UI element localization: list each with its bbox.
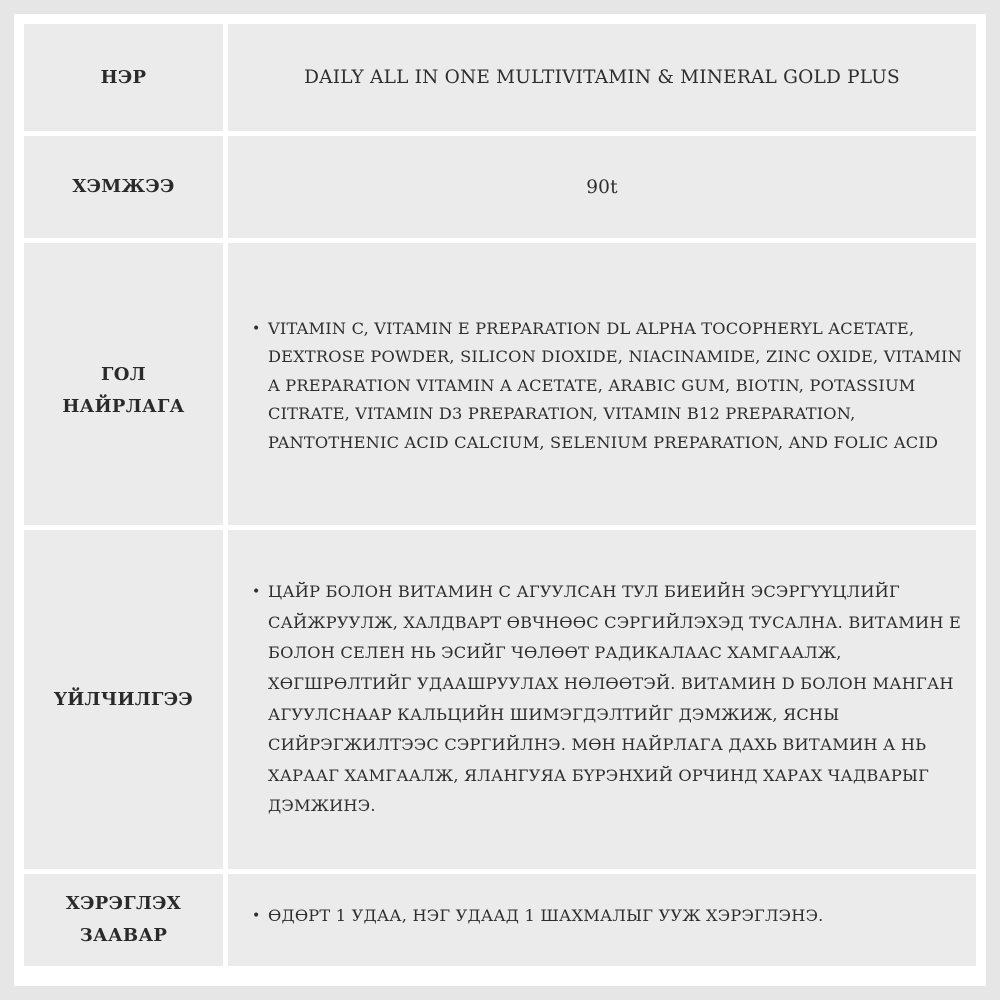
name-label-cell <box>24 24 223 131</box>
effects-label-cell <box>24 530 223 869</box>
name-value-cell <box>228 24 976 131</box>
bullet-icon: • <box>252 584 261 601</box>
effects-label: ҮЙЛЧИЛГЭЭ <box>54 688 193 710</box>
size-label-cell <box>24 136 223 238</box>
name-label: НЭР <box>100 66 147 88</box>
usage-label-cell <box>24 874 223 966</box>
effects-list <box>228 577 976 822</box>
usage-text: ӨДӨРТ 1 УДАА, НЭГ УДААД 1 ШАХМАЛЫГ УУЖ ХЭРЭГЛЭНЭ. <box>268 905 824 925</box>
product-name: DAILY ALL IN ONE MULTIVITAMIN & MINERAL GOLD PLUS <box>304 67 900 88</box>
ingredients-value-cell <box>228 243 976 525</box>
product-info-table <box>24 24 976 976</box>
usage-list <box>228 902 976 939</box>
size-value-cell <box>228 136 976 238</box>
bullet-icon: • <box>252 320 261 337</box>
product-size: 90t <box>586 176 618 198</box>
product-info-card <box>14 14 986 986</box>
effects-value-cell <box>228 530 976 869</box>
ingredients-label-cell <box>24 243 223 525</box>
effects-text: ЦАЙР БОЛОН ВИТАМИН С АГУУЛСАН ТУЛ БИЕИЙН ЭСЭРГҮҮЦЛИЙГ САЙЖРУУЛЖ, ХАЛДВАРТ ӨВЧНӨӨС СЭРГИЙЛЭХЭД ТУСАЛНА. ВИТАМИН Е БОЛОН СЕЛЕН НЬ ЭСИЙГ ЧӨЛӨӨТ РАДИКАЛААС ХАМГААЛЖ, ХӨГШРӨЛТИЙГ УДААШРУУЛАХ НӨЛӨӨТЭЙ. ВИТАМИН D БОЛОН МАНГАН АГУУЛСНААР КАЛЬЦИЙН ШИМЭГДЭЛТИЙГ ДЭМЖИЖ, ЯСНЫ СИЙРЭГЖИЛТЭЭС СЭРГИЙЛНЭ. МӨН НАЙРЛАГА ДАХЬ ВИТАМИН А НЬ ХАРААГ ХАМГААЛЖ, ЯЛАНГУЯА БҮРЭНХИЙ ОРЧИНД ХАРАХ ЧАДВАРЫГ ДЭМЖИНЭ. <box>268 582 962 816</box>
usage-value-cell <box>228 874 976 966</box>
size-label: ХЭМЖЭЭ <box>72 176 175 197</box>
usage-label: ХЭРЭГЛЭХ ЗААВАР <box>65 893 182 946</box>
bullet-icon: • <box>252 907 261 924</box>
ingredients-text: VITAMIN C, VITAMIN E PREPARATION DL ALPHA TOCOPHERYL ACETATE, DEXTROSE POWDER, SILICON DIOXIDE, NIACINAMIDE, ZINC OXIDE, VITAMIN A PREPARATION VITAMIN A ACETATE, ARABIC GUM, BIOTIN, POTASSIUM CITRATE, VITAMIN D3 PREPARATION, VITAMIN B12 PREPARATION, PANTOTHENIC ACID CALCIUM, SELENIUM PREPARATION, AND FOLIC ACID <box>268 318 962 452</box>
ingredients-label: ГОЛ НАЙРЛАГА <box>62 364 185 417</box>
ingredients-list <box>228 311 976 458</box>
